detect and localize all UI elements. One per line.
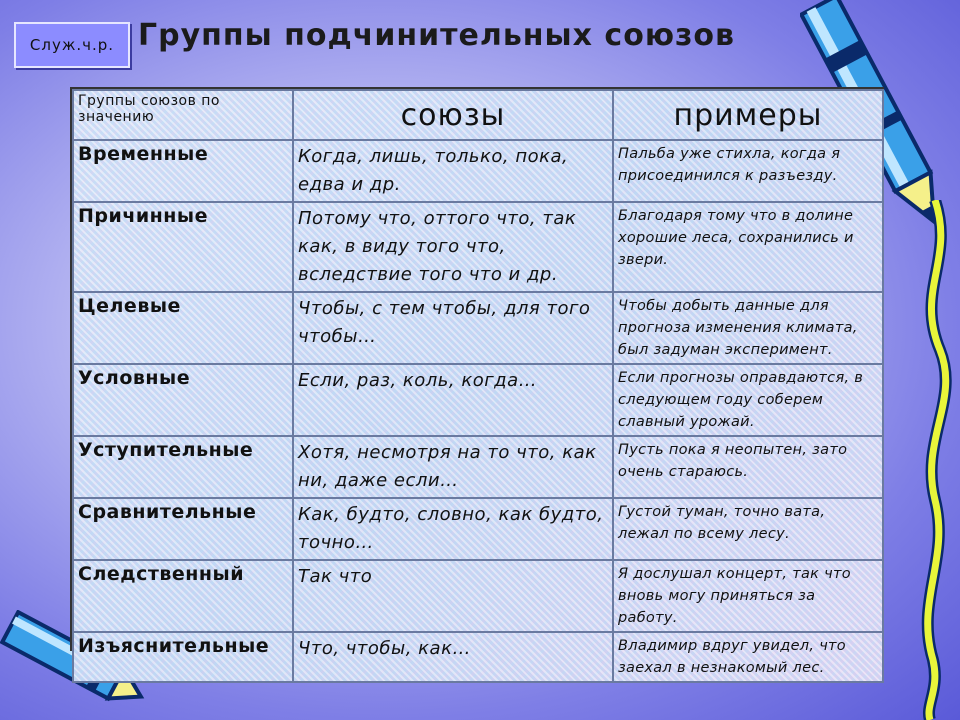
table-row — [73, 498, 883, 560]
row-group: Уступительные — [73, 436, 293, 498]
table-header-row — [73, 90, 883, 140]
row-example: Я дослушал концерт, так что вновь могу приняться за работу. — [613, 560, 883, 632]
row-example: Пальба уже стихла, когда я присоединился к разъезду. — [613, 140, 883, 202]
conjunctions-table — [70, 87, 884, 676]
row-example: Владимир вдруг увидел, что заехал в незнакомый лес. — [613, 632, 883, 682]
row-group: Причинные — [73, 202, 293, 292]
row-conjunctions: Хотя, несмотря на то что, как ни, даже если… — [293, 436, 613, 498]
row-conjunctions: Если, раз, коль, когда… — [293, 364, 613, 436]
row-conjunctions: Чтобы, с тем чтобы, для того чтобы… — [293, 292, 613, 364]
table-row — [73, 202, 883, 292]
row-example: Если прогнозы оправдаются, в следующем году соберем славный урожай. — [613, 364, 883, 436]
page-title: Группы подчинительных союзов — [138, 18, 736, 53]
row-conjunctions: Так что — [293, 560, 613, 632]
row-example: Чтобы добыть данные для прогноза изменения климата, был задуман эксперимент. — [613, 292, 883, 364]
row-group: Следственный — [73, 560, 293, 632]
table-row — [73, 364, 883, 436]
row-conjunctions: Что, чтобы, как… — [293, 632, 613, 682]
row-example: Густой туман, точно вата, лежал по всему лесу. — [613, 498, 883, 560]
table-row — [73, 436, 883, 498]
table-row — [73, 292, 883, 364]
row-group: Временные — [73, 140, 293, 202]
table-row — [73, 560, 883, 632]
squiggle-decoration — [905, 200, 960, 720]
header-groups: Группы союзов по значению — [73, 90, 293, 140]
row-group: Целевые — [73, 292, 293, 364]
row-group: Изъяснительные — [73, 632, 293, 682]
row-conjunctions: Как, будто, словно, как будто, точно… — [293, 498, 613, 560]
row-conjunctions: Когда, лишь, только, пока, едва и др. — [293, 140, 613, 202]
row-conjunctions: Потому что, оттого что, так как, в виду того что, вследствие того что и др. — [293, 202, 613, 292]
row-group: Условные — [73, 364, 293, 436]
table-row — [73, 632, 883, 682]
section-badge: Служ.ч.р. — [14, 22, 130, 68]
row-group: Сравнительные — [73, 498, 293, 560]
header-conjunctions: союзы — [293, 90, 613, 140]
table-row — [73, 140, 883, 202]
header-examples: примеры — [613, 90, 883, 140]
row-example: Пусть пока я неопытен, зато очень стараюсь. — [613, 436, 883, 498]
row-example: Благодаря тому что в долине хорошие леса, сохранились и звери. — [613, 202, 883, 292]
